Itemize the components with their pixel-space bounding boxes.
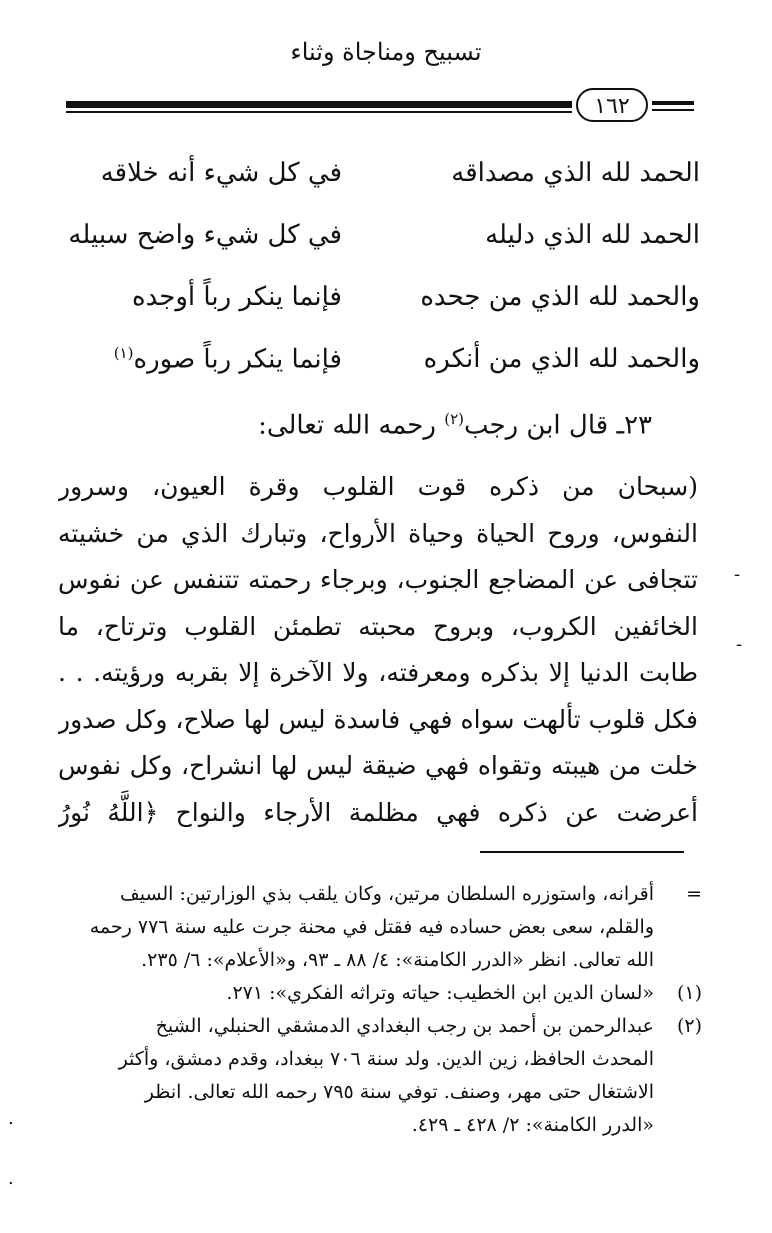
footnote-line: الاشتغال حتى مهر، وصنف. توفي سنة ٧٩٥ رحمه الله تعالى. انظر [144,1081,654,1103]
verse-first-hemistich: والحمد لله الذي من جحده [420,282,700,312]
page-number: ١٦٢ [576,88,648,122]
margin-speck: - [734,564,741,585]
verse-first-hemistich: والحمد لله الذي من أنكره [423,344,700,374]
body-line: (سبحان من ذكره قوت القلوب وقرة العيون، وسرور [58,472,698,501]
footnote-line: «الدرر الكامنة»: ٢/ ٤٢٨ ـ ٤٢٩. [411,1114,654,1136]
footnote-line: عبدالرحمن بن أحمد بن رجب البغدادي الدمشقي الحنبلي، الشيخ [155,1015,654,1037]
verse-first-hemistich: الحمد لله الذي مصداقه [451,158,700,188]
footnote-continuation [52,878,702,977]
header-rule-right [652,101,694,105]
verse-second-hemistich: فإنما ينكر رباً أوجده [132,282,342,312]
section-number: ٢٣ـ [616,410,652,441]
verse-second-hemistich: في كل شيء واضح سبيله [68,220,342,250]
running-header-title: تسبيح ومناجاة وثناء [290,38,482,66]
section-intro [258,410,652,441]
footnote-ref[interactable]: (١) [113,344,134,362]
verse-second-hemistich [114,344,342,375]
footnote-label: = [686,883,702,905]
body-line: فكل قلوب تألهت سواه فهي فاسدة ليس لها صلاح، وكل صدور [58,704,698,734]
body-line: أعرضت عن ذكره فهي مظلمة الأرجاء والنواح ﴿اللَّهُ نُورُ [58,797,698,827]
footnote-label: (٢) [676,1015,702,1037]
header-rule-left [66,101,572,108]
footnote-separator [480,851,684,853]
footnote-line: المحدث الحافظ، زين الدين. ولد سنة ٧٠٦ ببغداد، وقدم دمشق، وأكثر [118,1048,654,1070]
verse-second-hemistich-text: فإنما ينكر رباً صوره [133,344,342,375]
verse-line [60,158,700,208]
verse-first-hemistich: الحمد لله الذي دليله [485,220,700,250]
body-line: تتجافى عن المضاجع الجنوب، وبرجاء رحمته تتنفس عن نفوس [58,565,698,594]
verse-line [60,220,700,270]
body-paragraph [58,464,698,836]
verse-line [60,282,700,332]
footnote-ref[interactable]: (٢) [444,410,464,428]
footnote-line: أقرانه، واستوزره السلطان مرتين، وكان يلقب بذي الوزارتين: السيف [120,883,654,905]
footnote-label: (١) [676,982,702,1004]
verse-line [60,344,700,394]
margin-speck: . [8,1108,14,1129]
footnote-line: والقلم، سعى بعض حساده فيه فقتل في محنة جرت عليه سنة ٧٧٦ رحمه [89,916,654,938]
margin-speck: - [736,634,743,655]
footnote-line: الله تعالى. انظر «الدرر الكامنة»: ٤/ ٨٨ ـ ٩٣، و«الأعلام»: ٦/ ٢٣٥. [141,949,654,971]
margin-speck: . [8,1168,14,1189]
body-line: النفوس، وروح الحياة وحياة الأرواح، وتبارك الذي من خشيته [58,518,698,548]
footnote-1 [52,977,702,1010]
footnotes [52,878,702,1142]
body-line: خلت من هيبته وتقواه فهي ضيقة ليس لها انشراح، وكل نفوس [58,751,698,780]
verse-second-hemistich: في كل شيء أنه خلاقه [100,158,342,188]
footnote-line: «لسان الدين ابن الخطيب: حياته وتراثه الفكري»: ٢٧١. [226,982,654,1004]
intro-text-tail: رحمه الله تعالى: [258,410,436,441]
body-line: طابت الدنيا إلا بذكره ومعرفته، ولا الآخرة إلا بقربه ورؤيته. . . [58,658,698,687]
footnote-2 [52,1010,702,1142]
body-line: الخائفين الكروب، وبروح محبته تطمئن القلوب وترتاح، ما [58,611,698,641]
intro-text: قال ابن رجب [463,410,609,441]
